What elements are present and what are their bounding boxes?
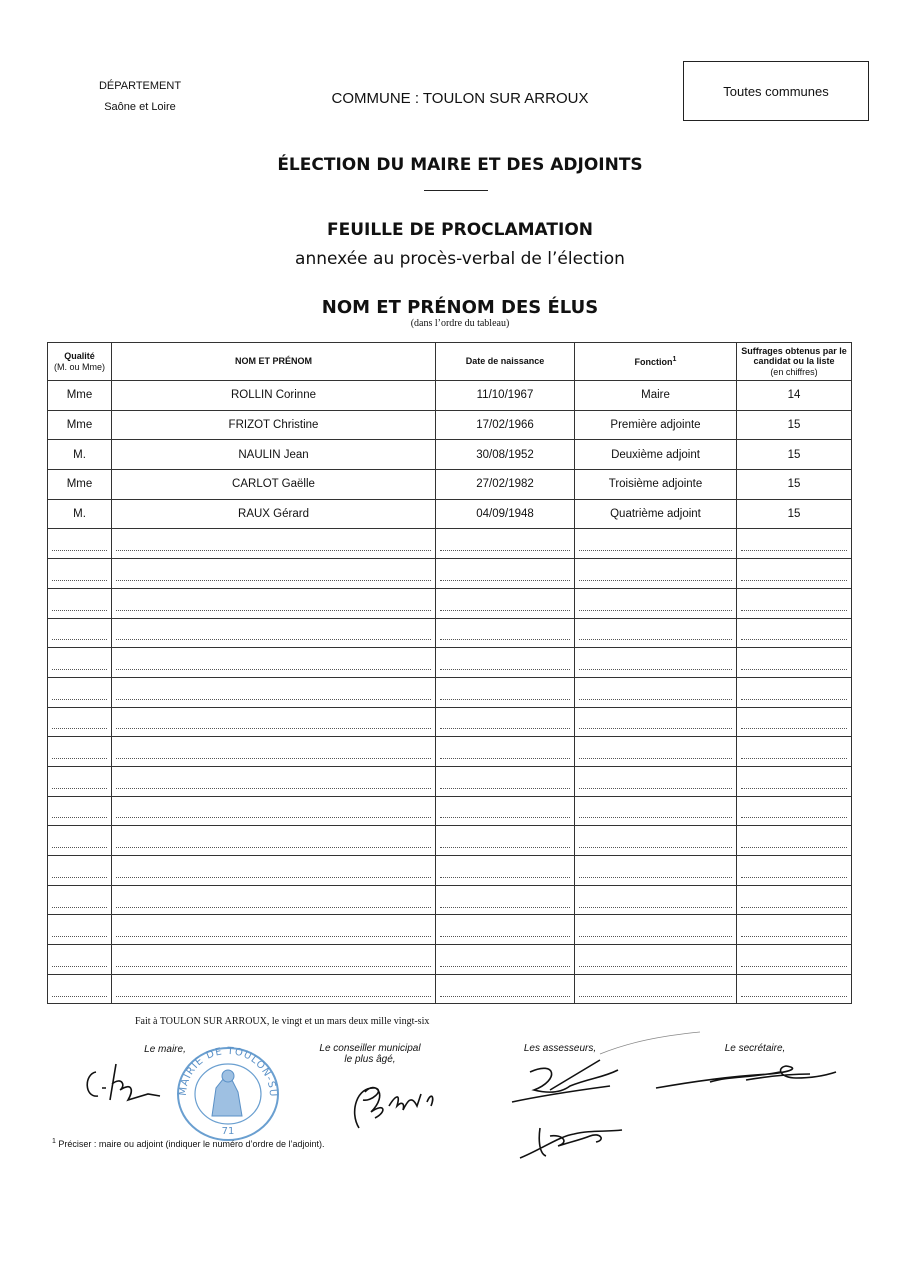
- empty-cell-qualite: [48, 915, 112, 945]
- cell-nom: CARLOT Gaëlle: [112, 470, 436, 500]
- dotted-line: [440, 728, 570, 729]
- cell-fonction: Deuxième adjoint: [575, 440, 737, 470]
- empty-cell-date: [436, 737, 575, 767]
- empty-cell-qualite: [48, 618, 112, 648]
- dotted-line: [116, 550, 431, 551]
- cell-qualite: M.: [48, 440, 112, 470]
- dotted-line: [440, 699, 570, 700]
- department-label: DÉPARTEMENT: [98, 80, 182, 92]
- dotted-line: [52, 907, 107, 908]
- empty-cell-qualite: [48, 677, 112, 707]
- empty-table-row: [48, 915, 852, 945]
- empty-cell-suffrages: [737, 707, 852, 737]
- dotted-line: [741, 936, 847, 937]
- stamp-number: 71: [221, 1126, 235, 1137]
- cell-fonction: Troisième adjointe: [575, 470, 737, 500]
- empty-table-row: [48, 826, 852, 856]
- empty-table-row: [48, 796, 852, 826]
- cell-date: 27/02/1982: [436, 470, 575, 500]
- empty-cell-fonction: [575, 707, 737, 737]
- dotted-line: [579, 580, 732, 581]
- table-header-row: [48, 343, 852, 381]
- empty-cell-suffrages: [737, 677, 852, 707]
- empty-cell-suffrages: [737, 648, 852, 678]
- dotted-line: [579, 728, 732, 729]
- dotted-line: [741, 847, 847, 848]
- dotted-line: [440, 996, 570, 997]
- empty-cell-suffrages: [737, 826, 852, 856]
- dotted-line: [579, 907, 732, 908]
- dotted-line: [116, 669, 431, 670]
- dotted-line: [116, 817, 431, 818]
- cell-suffrages: 14: [737, 381, 852, 411]
- dotted-line: [579, 610, 732, 611]
- dotted-line: [116, 758, 431, 759]
- elected-table: [47, 342, 852, 1004]
- empty-cell-date: [436, 796, 575, 826]
- dotted-line: [741, 817, 847, 818]
- empty-cell-qualite: [48, 529, 112, 559]
- councillor-signature: [345, 1072, 455, 1132]
- cell-nom: NAULIN Jean: [112, 440, 436, 470]
- empty-cell-suffrages: [737, 856, 852, 886]
- dotted-line: [116, 788, 431, 789]
- dotted-line: [116, 610, 431, 611]
- empty-table-row: [48, 945, 852, 975]
- empty-cell-date: [436, 559, 575, 589]
- empty-cell-qualite: [48, 885, 112, 915]
- dotted-line: [440, 877, 570, 878]
- empty-cell-date: [436, 677, 575, 707]
- dotted-line: [52, 936, 107, 937]
- empty-table-row: [48, 677, 852, 707]
- footnote: $^1$ Préciser : maire ou adjoint (indiquer le numéro d’ordre de l’adjoint).: [52, 1138, 325, 1149]
- empty-cell-qualite: [48, 707, 112, 737]
- empty-table-row: [48, 885, 852, 915]
- dotted-line: [116, 639, 431, 640]
- empty-cell-nom: [112, 766, 436, 796]
- empty-table-row: [48, 737, 852, 767]
- dotted-line: [741, 996, 847, 997]
- empty-cell-qualite: [48, 796, 112, 826]
- dotted-line: [440, 936, 570, 937]
- table-row: [48, 381, 852, 411]
- empty-cell-fonction: [575, 945, 737, 975]
- header-date: Date de naissance: [436, 343, 575, 381]
- empty-cell-suffrages: [737, 559, 852, 589]
- dotted-line: [579, 788, 732, 789]
- dotted-line: [116, 580, 431, 581]
- councillor-label: Le conseiller municipal le plus âgé,: [319, 1043, 421, 1065]
- dotted-line: [52, 788, 107, 789]
- sheet-title: FEUILLE DE PROCLAMATION: [326, 220, 593, 240]
- empty-cell-fonction: [575, 677, 737, 707]
- dotted-line: [440, 550, 570, 551]
- cell-suffrages: 15: [737, 499, 852, 529]
- dotted-line: [52, 639, 107, 640]
- dotted-line: [116, 877, 431, 878]
- empty-cell-suffrages: [737, 885, 852, 915]
- table-row: [48, 440, 852, 470]
- dotted-line: [52, 669, 107, 670]
- cell-qualite: M.: [48, 499, 112, 529]
- dotted-line: [579, 758, 732, 759]
- empty-table-row: [48, 529, 852, 559]
- empty-table-row: [48, 559, 852, 589]
- dotted-line: [440, 817, 570, 818]
- dotted-line: [579, 996, 732, 997]
- cell-fonction: Maire: [575, 381, 737, 411]
- dotted-line: [741, 669, 847, 670]
- empty-cell-nom: [112, 648, 436, 678]
- empty-cell-nom: [112, 915, 436, 945]
- empty-cell-qualite: [48, 766, 112, 796]
- table-row: [48, 499, 852, 529]
- dotted-line: [579, 550, 732, 551]
- empty-cell-nom: [112, 529, 436, 559]
- dotted-line: [52, 966, 107, 967]
- empty-cell-fonction: [575, 529, 737, 559]
- empty-cell-fonction: [575, 559, 737, 589]
- dotted-line: [741, 728, 847, 729]
- dotted-line: [116, 996, 431, 997]
- table-row: [48, 410, 852, 440]
- empty-cell-qualite: [48, 974, 112, 1004]
- dotted-line: [52, 610, 107, 611]
- empty-cell-fonction: [575, 915, 737, 945]
- dotted-line: [579, 699, 732, 700]
- dotted-line: [579, 639, 732, 640]
- dotted-line: [440, 669, 570, 670]
- empty-cell-fonction: [575, 588, 737, 618]
- empty-cell-date: [436, 618, 575, 648]
- dotted-line: [579, 936, 732, 937]
- empty-cell-nom: [112, 737, 436, 767]
- dotted-line: [741, 550, 847, 551]
- mayor-label: Le maire,: [144, 1044, 186, 1055]
- signature-date-line: Fait à TOULON SUR ARROUX, le vingt et un mars deux mille vingt-six: [135, 1016, 430, 1027]
- empty-table-row: [48, 588, 852, 618]
- dotted-line: [52, 580, 107, 581]
- empty-cell-suffrages: [737, 766, 852, 796]
- assessors-label: Les assesseurs,: [523, 1043, 597, 1054]
- empty-cell-suffrages: [737, 588, 852, 618]
- dotted-line: [579, 847, 732, 848]
- empty-table-row: [48, 856, 852, 886]
- names-title: NOM ET PRÉNOM DES ÉLUS: [321, 297, 599, 318]
- dotted-line: [52, 550, 107, 551]
- empty-table-row: [48, 618, 852, 648]
- empty-cell-fonction: [575, 826, 737, 856]
- empty-cell-fonction: [575, 648, 737, 678]
- dotted-line: [52, 996, 107, 997]
- empty-cell-suffrages: [737, 796, 852, 826]
- dotted-line: [52, 847, 107, 848]
- cell-date: 30/08/1952: [436, 440, 575, 470]
- empty-cell-fonction: [575, 737, 737, 767]
- dotted-line: [440, 966, 570, 967]
- empty-cell-nom: [112, 618, 436, 648]
- empty-cell-nom: [112, 588, 436, 618]
- mayor-signature: [82, 1060, 182, 1110]
- empty-cell-nom: [112, 559, 436, 589]
- header-suffrages: Suffrages obtenus par le candidat ou la liste (en chiffres): [737, 343, 852, 381]
- empty-table-row: [48, 766, 852, 796]
- title-divider: [424, 190, 488, 191]
- empty-cell-nom: [112, 885, 436, 915]
- empty-cell-date: [436, 707, 575, 737]
- dotted-line: [440, 907, 570, 908]
- dotted-line: [579, 669, 732, 670]
- cell-suffrages: 15: [737, 470, 852, 500]
- secretary-signature: [650, 1058, 850, 1098]
- empty-cell-fonction: [575, 618, 737, 648]
- dotted-line: [579, 817, 732, 818]
- empty-cell-qualite: [48, 648, 112, 678]
- dotted-line: [741, 877, 847, 878]
- empty-cell-fonction: [575, 796, 737, 826]
- cell-nom: RAUX Gérard: [112, 499, 436, 529]
- empty-cell-suffrages: [737, 737, 852, 767]
- empty-cell-qualite: [48, 737, 112, 767]
- dotted-line: [440, 610, 570, 611]
- empty-cell-nom: [112, 945, 436, 975]
- empty-table-row: [48, 707, 852, 737]
- cell-date: 17/02/1966: [436, 410, 575, 440]
- empty-cell-date: [436, 856, 575, 886]
- empty-cell-date: [436, 974, 575, 1004]
- dotted-line: [116, 847, 431, 848]
- secretary-label: Le secrétaire,: [724, 1043, 786, 1054]
- empty-cell-suffrages: [737, 945, 852, 975]
- cell-fonction: Quatrième adjoint: [575, 499, 737, 529]
- dotted-line: [52, 728, 107, 729]
- cell-date: 11/10/1967: [436, 381, 575, 411]
- dotted-line: [52, 817, 107, 818]
- dotted-line: [52, 877, 107, 878]
- empty-table-row: [48, 974, 852, 1004]
- dotted-line: [52, 699, 107, 700]
- cell-qualite: Mme: [48, 410, 112, 440]
- empty-cell-suffrages: [737, 915, 852, 945]
- empty-cell-suffrages: [737, 618, 852, 648]
- empty-cell-nom: [112, 677, 436, 707]
- cell-qualite: Mme: [48, 470, 112, 500]
- dotted-line: [440, 788, 570, 789]
- dotted-line: [741, 907, 847, 908]
- dotted-line: [52, 758, 107, 759]
- dotted-line: [116, 699, 431, 700]
- empty-cell-date: [436, 915, 575, 945]
- empty-cell-suffrages: [737, 529, 852, 559]
- empty-cell-qualite: [48, 945, 112, 975]
- assessors-signatures: [510, 1030, 710, 1170]
- empty-cell-nom: [112, 796, 436, 826]
- dotted-line: [741, 699, 847, 700]
- cell-qualite: Mme: [48, 381, 112, 411]
- main-title: ÉLECTION DU MAIRE ET DES ADJOINTS: [277, 155, 643, 175]
- empty-cell-date: [436, 529, 575, 559]
- empty-cell-date: [436, 648, 575, 678]
- empty-cell-date: [436, 885, 575, 915]
- empty-cell-date: [436, 766, 575, 796]
- mairie-stamp-seal: [167, 1030, 284, 1138]
- names-note: (dans l’ordre du tableau): [410, 318, 510, 329]
- empty-table-row: [48, 648, 852, 678]
- dotted-line: [741, 610, 847, 611]
- empty-cell-date: [436, 826, 575, 856]
- empty-cell-fonction: [575, 974, 737, 1004]
- department-block: [80, 76, 200, 118]
- header-nom: NOM ET PRÉNOM: [112, 343, 436, 381]
- cell-suffrages: 15: [737, 440, 852, 470]
- empty-cell-qualite: [48, 588, 112, 618]
- stamp-text: MAIRIE DE TOULON-SUR-ARROUX: [167, 1030, 279, 1098]
- dotted-line: [579, 877, 732, 878]
- dotted-line: [116, 936, 431, 937]
- commune-name: COMMUNE : TOULON SUR ARROUX: [331, 90, 589, 107]
- cell-date: 04/09/1948: [436, 499, 575, 529]
- header-fonction: Fonction$^1$: [575, 343, 737, 381]
- cell-nom: FRIZOT Christine: [112, 410, 436, 440]
- cell-nom: ROLLIN Corinne: [112, 381, 436, 411]
- empty-cell-nom: [112, 707, 436, 737]
- empty-cell-nom: [112, 856, 436, 886]
- empty-cell-qualite: [48, 559, 112, 589]
- empty-cell-suffrages: [737, 974, 852, 1004]
- dotted-line: [116, 728, 431, 729]
- dotted-line: [440, 639, 570, 640]
- empty-cell-fonction: [575, 856, 737, 886]
- empty-cell-date: [436, 588, 575, 618]
- cell-suffrages: 15: [737, 410, 852, 440]
- cell-fonction: Première adjointe: [575, 410, 737, 440]
- empty-cell-nom: [112, 826, 436, 856]
- dotted-line: [741, 758, 847, 759]
- all-communes-box: Toutes communes: [683, 61, 869, 121]
- empty-cell-qualite: [48, 826, 112, 856]
- header-qualite: Qualité (M. ou Mme): [48, 343, 112, 381]
- dotted-line: [440, 847, 570, 848]
- dotted-line: [116, 907, 431, 908]
- dotted-line: [116, 966, 431, 967]
- dotted-line: [440, 580, 570, 581]
- empty-cell-fonction: [575, 885, 737, 915]
- dotted-line: [741, 966, 847, 967]
- dotted-line: [741, 639, 847, 640]
- dotted-line: [440, 758, 570, 759]
- dotted-line: [741, 580, 847, 581]
- table-row: [48, 470, 852, 500]
- empty-cell-fonction: [575, 766, 737, 796]
- annex-subtitle: annexée au procès-verbal de l’élection: [295, 249, 625, 269]
- department-name: Saône et Loire: [104, 100, 176, 113]
- empty-cell-nom: [112, 974, 436, 1004]
- dotted-line: [741, 788, 847, 789]
- dotted-line: [579, 966, 732, 967]
- empty-cell-date: [436, 945, 575, 975]
- empty-cell-qualite: [48, 856, 112, 886]
